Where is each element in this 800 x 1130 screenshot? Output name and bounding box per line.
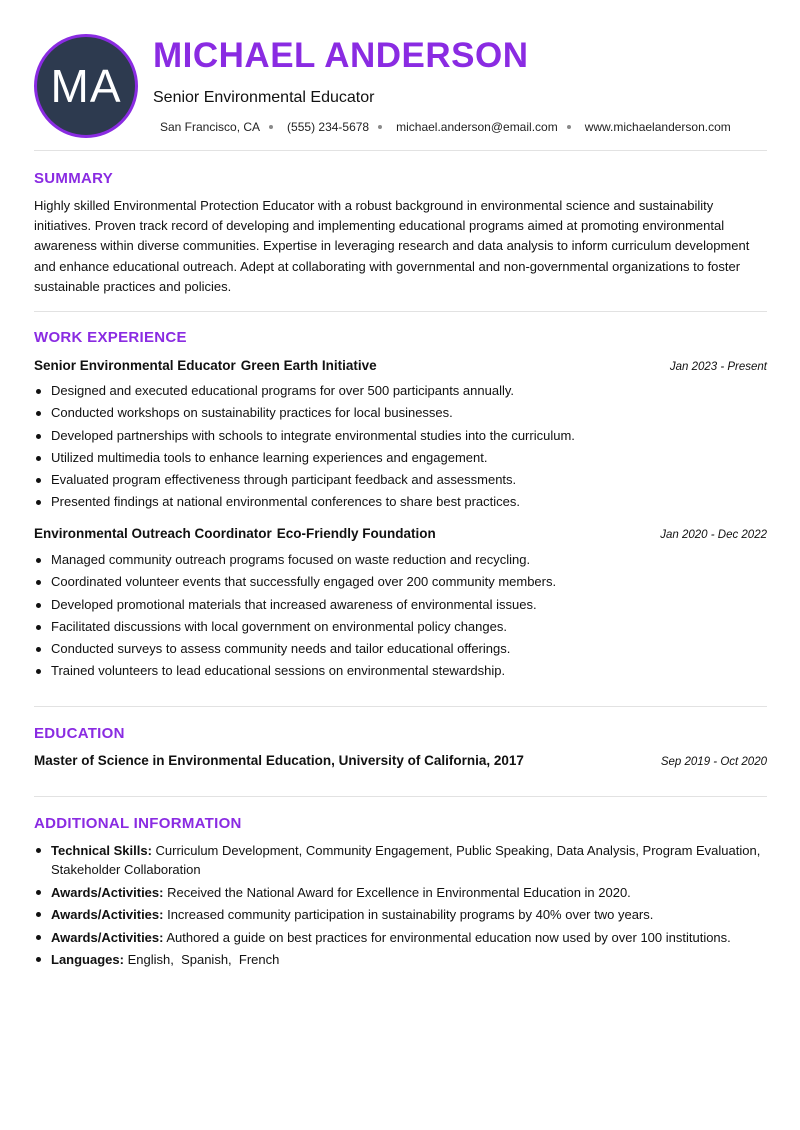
separator-dot xyxy=(567,125,571,129)
candidate-name: MICHAEL ANDERSON xyxy=(153,36,529,75)
separator-dot xyxy=(269,125,273,129)
contact-bar xyxy=(160,120,731,134)
education-degree: Master of Science in Environmental Education, University of California, 2017 xyxy=(34,753,524,768)
divider xyxy=(34,796,767,797)
info-text: Curriculum Development, Community Engagement, Public Speaking, Data Analysis, Program Evaluation, Stakeholder Collaboration xyxy=(51,843,761,877)
job-role: Environmental Outreach Coordinator xyxy=(34,526,272,541)
education-entry xyxy=(34,753,767,768)
list-item xyxy=(34,905,764,924)
job-organization: Green Earth Initiative xyxy=(240,358,377,373)
job-title xyxy=(34,358,377,373)
job-header xyxy=(34,358,767,373)
list-item: Designed and executed educational programs for over 500 participants annually. xyxy=(34,380,767,402)
summary-text: Highly skilled Environmental Protection Educator with a robust background in environmental science and sustainability initiatives. Proven track record of developing and implementing educational programs aimed at promoting environmental awareness within diverse communities. Expertise in leveraging research and data analysis to inform curriculum development and enhance educational outreach. Adept at collaborating with governmental and non-governmental organizations to foster sustainable practices and policies. xyxy=(34,198,750,294)
list-item: Facilitated discussions with local government on environmental policy changes. xyxy=(34,616,767,638)
divider xyxy=(34,150,767,151)
list-item xyxy=(34,950,764,969)
info-text: Authored a guide on best practices for environmental education now used by over 100 institutions. xyxy=(166,929,731,945)
list-item: Conducted workshops on sustainability practices for local businesses. xyxy=(34,402,767,424)
contact-location: San Francisco, CA xyxy=(160,120,261,134)
list-item: Managed community outreach programs focused on waste reduction and recycling. xyxy=(34,549,767,571)
info-label: Technical Skills: xyxy=(51,843,152,858)
list-item: Presented findings at national environmental conferences to share best practices. xyxy=(34,491,767,513)
info-label: Awards/Activities: xyxy=(51,929,164,945)
contact-email[interactable]: michael.anderson@email.com xyxy=(396,120,558,134)
list-item xyxy=(34,841,764,879)
job-dates: Jan 2023 - Present xyxy=(669,361,767,373)
info-label: Awards/Activities: xyxy=(51,884,164,900)
separator-dot xyxy=(378,125,382,129)
list-item: Coordinated volunteer events that successfully engaged over 200 community members. xyxy=(34,571,767,593)
additional-info-list xyxy=(34,841,764,973)
education-dates: Sep 2019 - Oct 2020 xyxy=(660,756,767,768)
contact-website[interactable]: www.michaelanderson.com xyxy=(584,120,731,134)
divider xyxy=(34,706,767,707)
divider xyxy=(34,311,767,312)
job-bullets xyxy=(34,380,767,514)
list-item: Utilized multimedia tools to enhance learning experiences and engagement. xyxy=(34,447,767,469)
section-title-experience: WORK EXPERIENCE xyxy=(34,329,187,346)
avatar-initials: MA xyxy=(50,60,122,112)
info-text: English, Spanish, French xyxy=(127,952,280,967)
section-title-additional: ADDITIONAL INFORMATION xyxy=(34,815,242,832)
section-title-education: EDUCATION xyxy=(34,725,125,742)
job-bullets xyxy=(34,549,767,683)
info-text: Received the National Award for Excellence in Environmental Education in 2020. xyxy=(167,884,631,900)
job-role: Senior Environmental Educator xyxy=(34,358,236,373)
list-item: Evaluated program effectiveness through participant feedback and assessments. xyxy=(34,469,767,491)
job-organization: Eco-Friendly Foundation xyxy=(276,526,436,541)
contact-phone: (555) 234-5678 xyxy=(287,120,370,134)
info-text: Increased community participation in sustainability programs by 40% over two years. xyxy=(167,907,654,922)
info-label: Languages: xyxy=(51,952,124,967)
job-header xyxy=(34,526,767,541)
section-title-summary: SUMMARY xyxy=(34,170,114,187)
list-item xyxy=(34,928,764,947)
list-item: Developed promotional materials that increased awareness of environmental issues. xyxy=(34,594,767,616)
candidate-role: Senior Environmental Educator xyxy=(153,89,375,106)
list-item: Conducted surveys to assess community needs and tailor educational offerings. xyxy=(34,638,767,660)
info-label: Awards/Activities: xyxy=(51,907,164,922)
list-item: Developed partnerships with schools to integrate environmental studies into the curriculum. xyxy=(34,425,767,447)
list-item xyxy=(34,883,764,902)
avatar xyxy=(34,34,138,138)
job-dates: Jan 2020 - Dec 2022 xyxy=(660,529,767,541)
job-title xyxy=(34,526,436,541)
list-item: Trained volunteers to lead educational sessions on environmental stewardship. xyxy=(34,660,767,682)
